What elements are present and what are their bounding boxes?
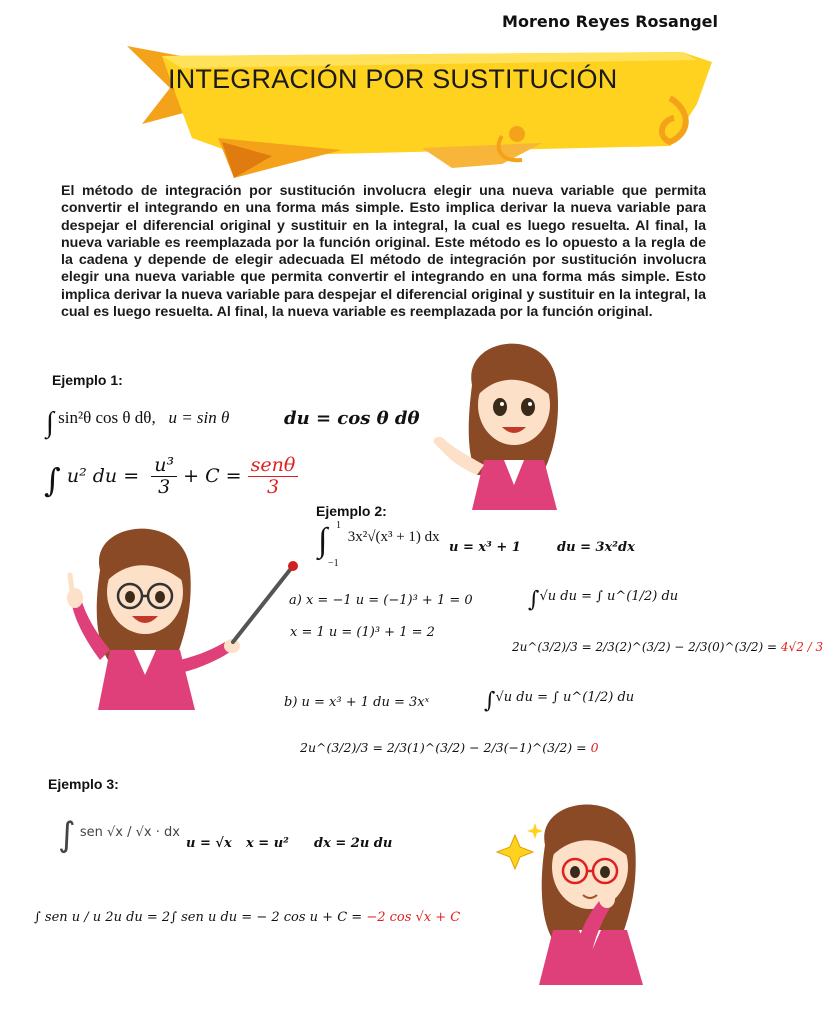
ex2-eval-b-result: 0 — [590, 740, 599, 755]
ex1-substitution: u = sin θ — [168, 408, 230, 427]
ex1-step: u² du = — [66, 464, 140, 487]
ex2-eval-b: 2u^(3/2)/3 = 2/3(1)^(3/2) − 2/3(−1)^(3/2) = 0 — [300, 740, 599, 755]
example-2-label: Ejemplo 2: — [316, 503, 387, 519]
pointer-stick — [225, 558, 300, 648]
teacher-character-3 — [495, 785, 660, 985]
ex3-result: −2 cos √x + C — [366, 910, 461, 925]
ex1-solution: ∫ u² du = $\frac{\text{u³}}{3}$ + C = $\frac{\text{senθ}}{3}$ — [44, 456, 298, 498]
ex3-integrand: ∫ sen √x / √x · dx — [58, 815, 180, 855]
teacher-character-1 — [432, 325, 582, 510]
ex2-substitution: u = x³ + 1 — [449, 540, 521, 555]
sparkle-icon — [497, 835, 533, 869]
ex2-a-line1: a) x = −1 u = (−1)³ + 1 = 0 — [289, 593, 473, 608]
ex2-a-line2: x = 1 u = (1)³ + 1 = 2 — [290, 625, 435, 640]
ex3-sub-x: x = u² — [246, 836, 289, 851]
ex1-plus-c: + C = — [183, 464, 242, 487]
author-name: Moreno Reyes Rosangel — [502, 12, 718, 31]
ex2-rhs-integral-2: ∫√u du = ∫ u^(1/2) du — [484, 688, 635, 714]
ex1-fraction: $\frac{\text{u³}}{3}$ — [151, 456, 177, 498]
ex2-rhs-integral-1: ∫√u du = ∫ u^(1/2) du — [528, 587, 679, 613]
ex1-integrand: sin²θ cos θ dθ, — [58, 408, 156, 427]
ex2-du: du = 3x²dx — [557, 540, 635, 555]
ex1-result: $\frac{\text{senθ}}{3}$ — [248, 456, 299, 498]
ex2-integral: ∫ 1 −1 3x²√(x³ + 1) dx — [318, 520, 440, 569]
ex3-chain: ∫ sen u / u 2u du = 2∫ sen u du = − 2 cos u + C = −2 cos √x + C — [34, 910, 461, 925]
ex3-dx: dx = 2u du — [314, 836, 393, 851]
ex2-eval-a: 2u^(3/2)/3 = 2/3(2)^(3/2) − 2/3(0)^(3/2) = 4√2 / 3 — [512, 640, 823, 654]
page-title: INTEGRACIÓN POR SUSTITUCIÓN — [168, 64, 618, 94]
ex2-eval-a-result: 4√2 / 3 — [780, 640, 823, 654]
example-1-label: Ejemplo 1: — [52, 372, 123, 388]
intro-paragraph: El método de integración por sustitución involucra elegir una nueva variable que permita convertir el integrando en una forma más simple. Esto implica derivar la nueva variable para despejar el diferencial original y sustituir en la integral, la cual es luego resuelta. Al final, la nueva variable es reemplazada por la función original. Este método es lo opuesto a la regla de la cadena y depende de elegir adecuada El método de integración por sustitución involucra elegir una nueva variable que permita convertir el integrando en una forma más simple. Esto implica derivar la nueva variable para despejar el diferencial original y sustituir en la integral, la cual es luego resuelta. Al final, la nueva variable es reemplazada por la función original. — [61, 183, 706, 321]
banner-ribbon — [122, 38, 712, 178]
example-3-label: Ejemplo 3: — [48, 776, 119, 792]
example-1-integral: ∫ sin²θ cos θ dθ, u = sin θ — [46, 406, 230, 439]
ex3-sub-u: u = √x — [186, 836, 232, 851]
ex2-b-line1: b) u = x³ + 1 du = 3xˣ — [284, 695, 430, 710]
ex1-du: du = cos θ dθ — [284, 408, 420, 429]
